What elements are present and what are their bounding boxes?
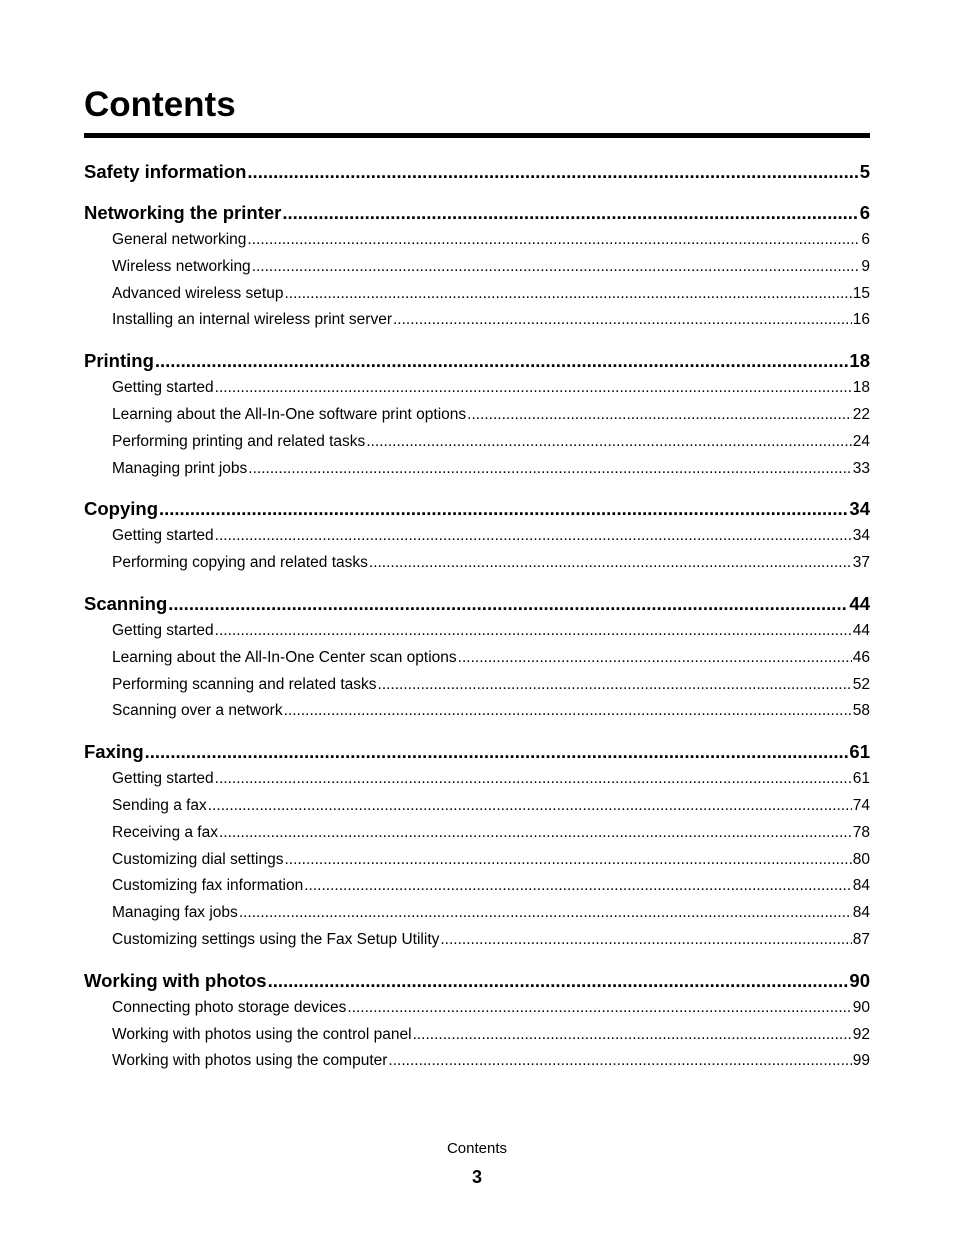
toc-entry[interactable] — [84, 429, 870, 456]
toc-label: Safety information — [84, 161, 247, 182]
toc-entry[interactable] — [84, 698, 870, 725]
dot-leader — [247, 157, 858, 186]
toc-page-number: 99 — [852, 1052, 870, 1070]
toc-page-number: 9 — [861, 257, 870, 275]
toc-label: Getting started — [112, 621, 214, 639]
dot-leader — [168, 589, 848, 618]
dot-leader — [247, 227, 860, 254]
toc-label: Connecting photo storage devices — [112, 998, 347, 1016]
toc-label: Customizing settings using the Fax Setup Utility — [112, 930, 440, 948]
dot-leader — [284, 847, 851, 874]
toc-entry[interactable] — [84, 847, 870, 874]
toc-chapter[interactable] — [84, 494, 870, 523]
toc-label: General networking — [112, 231, 247, 248]
dot-leader — [369, 550, 852, 577]
toc-label: Sending a fax — [112, 796, 207, 814]
toc-page-number: 80 — [852, 850, 870, 868]
toc-label: Getting started — [112, 379, 214, 397]
toc-page-number: 16 — [852, 311, 870, 329]
toc-label: Getting started — [112, 527, 214, 545]
toc-label: Working with photos — [84, 969, 267, 991]
dot-leader — [248, 456, 851, 483]
toc-page-number: 61 — [852, 770, 870, 788]
dot-leader — [282, 198, 858, 227]
title-rule — [84, 133, 870, 138]
toc-label: Learning about the All-In-One Center scan options — [112, 648, 457, 666]
toc-entry[interactable] — [84, 281, 870, 308]
toc-page-number: 18 — [852, 379, 870, 397]
toc-label: Networking the printer — [84, 202, 282, 223]
toc-page-number: 78 — [852, 823, 870, 841]
toc-entry[interactable] — [84, 927, 870, 954]
toc-label: Managing print jobs — [112, 459, 248, 477]
toc-label: Printing — [84, 350, 154, 372]
toc-label: Wireless networking — [112, 257, 251, 275]
dot-leader — [215, 375, 852, 402]
toc-entry[interactable] — [84, 820, 870, 847]
toc-chapter[interactable] — [84, 966, 870, 995]
toc-page-number: 58 — [852, 702, 870, 720]
toc-page-number: 34 — [852, 527, 870, 545]
dot-leader — [378, 672, 852, 699]
toc-entry[interactable] — [84, 1048, 870, 1075]
toc-label: Advanced wireless setup — [112, 284, 284, 302]
table-of-contents — [84, 157, 870, 1075]
toc-chapter[interactable] — [84, 157, 870, 186]
toc-label: Faxing — [84, 741, 144, 763]
footer-page-number: 3 — [471, 1167, 482, 1187]
toc-label: Copying — [84, 498, 158, 520]
toc-page-number: 34 — [849, 498, 870, 520]
toc-label: Customizing dial settings — [112, 850, 284, 868]
dot-leader — [252, 254, 861, 281]
dot-leader — [215, 523, 852, 550]
dot-leader — [215, 766, 852, 793]
toc-entry[interactable] — [84, 1022, 870, 1049]
toc-entry[interactable] — [84, 995, 870, 1022]
toc-page-number: 33 — [852, 459, 870, 477]
toc-page-number: 52 — [852, 675, 870, 693]
dot-leader — [388, 1048, 851, 1075]
dot-leader — [219, 820, 852, 847]
dot-leader — [458, 645, 852, 672]
toc-label: Customizing fax information — [112, 877, 304, 895]
toc-entry[interactable] — [84, 645, 870, 672]
toc-page-number: 44 — [852, 621, 870, 639]
toc-label: Getting started — [112, 770, 214, 788]
toc-entry[interactable] — [84, 873, 870, 900]
dot-leader — [284, 281, 851, 308]
toc-chapter[interactable] — [84, 198, 870, 227]
dot-leader — [284, 698, 852, 725]
toc-page-number: 46 — [852, 648, 870, 666]
dot-leader — [393, 307, 852, 334]
toc-page-number: 6 — [861, 231, 870, 248]
toc-page-number: 22 — [852, 405, 870, 423]
dot-leader — [145, 737, 849, 766]
toc-page-number: 6 — [859, 202, 870, 223]
toc-label: Learning about the All-In-One software print options — [112, 405, 467, 423]
toc-entry[interactable] — [84, 307, 870, 334]
dot-leader — [440, 927, 851, 954]
toc-entry[interactable] — [84, 523, 870, 550]
toc-entry[interactable] — [84, 402, 870, 429]
dot-leader — [159, 494, 848, 523]
toc-entry[interactable] — [84, 766, 870, 793]
toc-chapter[interactable] — [84, 346, 870, 375]
dot-leader — [366, 429, 851, 456]
toc-page-number: 37 — [852, 554, 870, 572]
toc-label: Performing scanning and related tasks — [112, 675, 377, 693]
toc-entry[interactable] — [84, 672, 870, 699]
toc-page-number: 61 — [849, 741, 870, 763]
toc-label: Working with photos using the control panel — [112, 1025, 412, 1043]
toc-label: Performing copying and related tasks — [112, 554, 368, 572]
dot-leader — [239, 900, 852, 927]
dot-leader — [208, 793, 852, 820]
toc-page-number: 87 — [852, 930, 870, 948]
toc-entry[interactable] — [84, 550, 870, 577]
toc-entry[interactable] — [84, 375, 870, 402]
dot-leader — [304, 873, 852, 900]
toc-entry[interactable] — [84, 900, 870, 927]
toc-page-number: 92 — [852, 1025, 870, 1043]
toc-entry[interactable] — [84, 793, 870, 820]
toc-label: Working with photos using the computer — [112, 1052, 388, 1070]
toc-label: Scanning over a network — [112, 702, 283, 720]
toc-chapter[interactable] — [84, 737, 870, 766]
toc-page-number: 5 — [859, 161, 870, 182]
toc-page-number: 15 — [852, 284, 870, 302]
toc-label: Performing printing and related tasks — [112, 432, 366, 450]
dot-leader — [268, 966, 849, 995]
toc-entry[interactable] — [84, 618, 870, 645]
toc-label: Installing an internal wireless print server — [112, 311, 392, 329]
toc-entry[interactable] — [84, 254, 870, 281]
toc-page-number: 18 — [849, 350, 870, 372]
toc-chapter[interactable] — [84, 589, 870, 618]
dot-leader — [347, 995, 851, 1022]
footer-label: Contents — [446, 1140, 508, 1157]
toc-label: Managing fax jobs — [112, 904, 238, 922]
toc-label: Receiving a fax — [112, 823, 218, 841]
dot-leader — [413, 1022, 852, 1049]
dot-leader — [215, 618, 852, 645]
toc-page-number: 90 — [849, 969, 870, 991]
toc-page-number: 74 — [852, 796, 870, 814]
toc-entry[interactable] — [84, 227, 870, 254]
page-title: Contents — [84, 85, 236, 124]
toc-page-number: 84 — [852, 877, 870, 895]
toc-page-number: 84 — [852, 904, 870, 922]
toc-page-number: 90 — [852, 998, 870, 1016]
toc-page-number: 24 — [852, 432, 870, 450]
toc-label: Scanning — [84, 592, 168, 614]
toc-entry[interactable] — [84, 456, 870, 483]
toc-page-number: 44 — [849, 592, 870, 614]
dot-leader — [467, 402, 852, 429]
dot-leader — [155, 346, 849, 375]
